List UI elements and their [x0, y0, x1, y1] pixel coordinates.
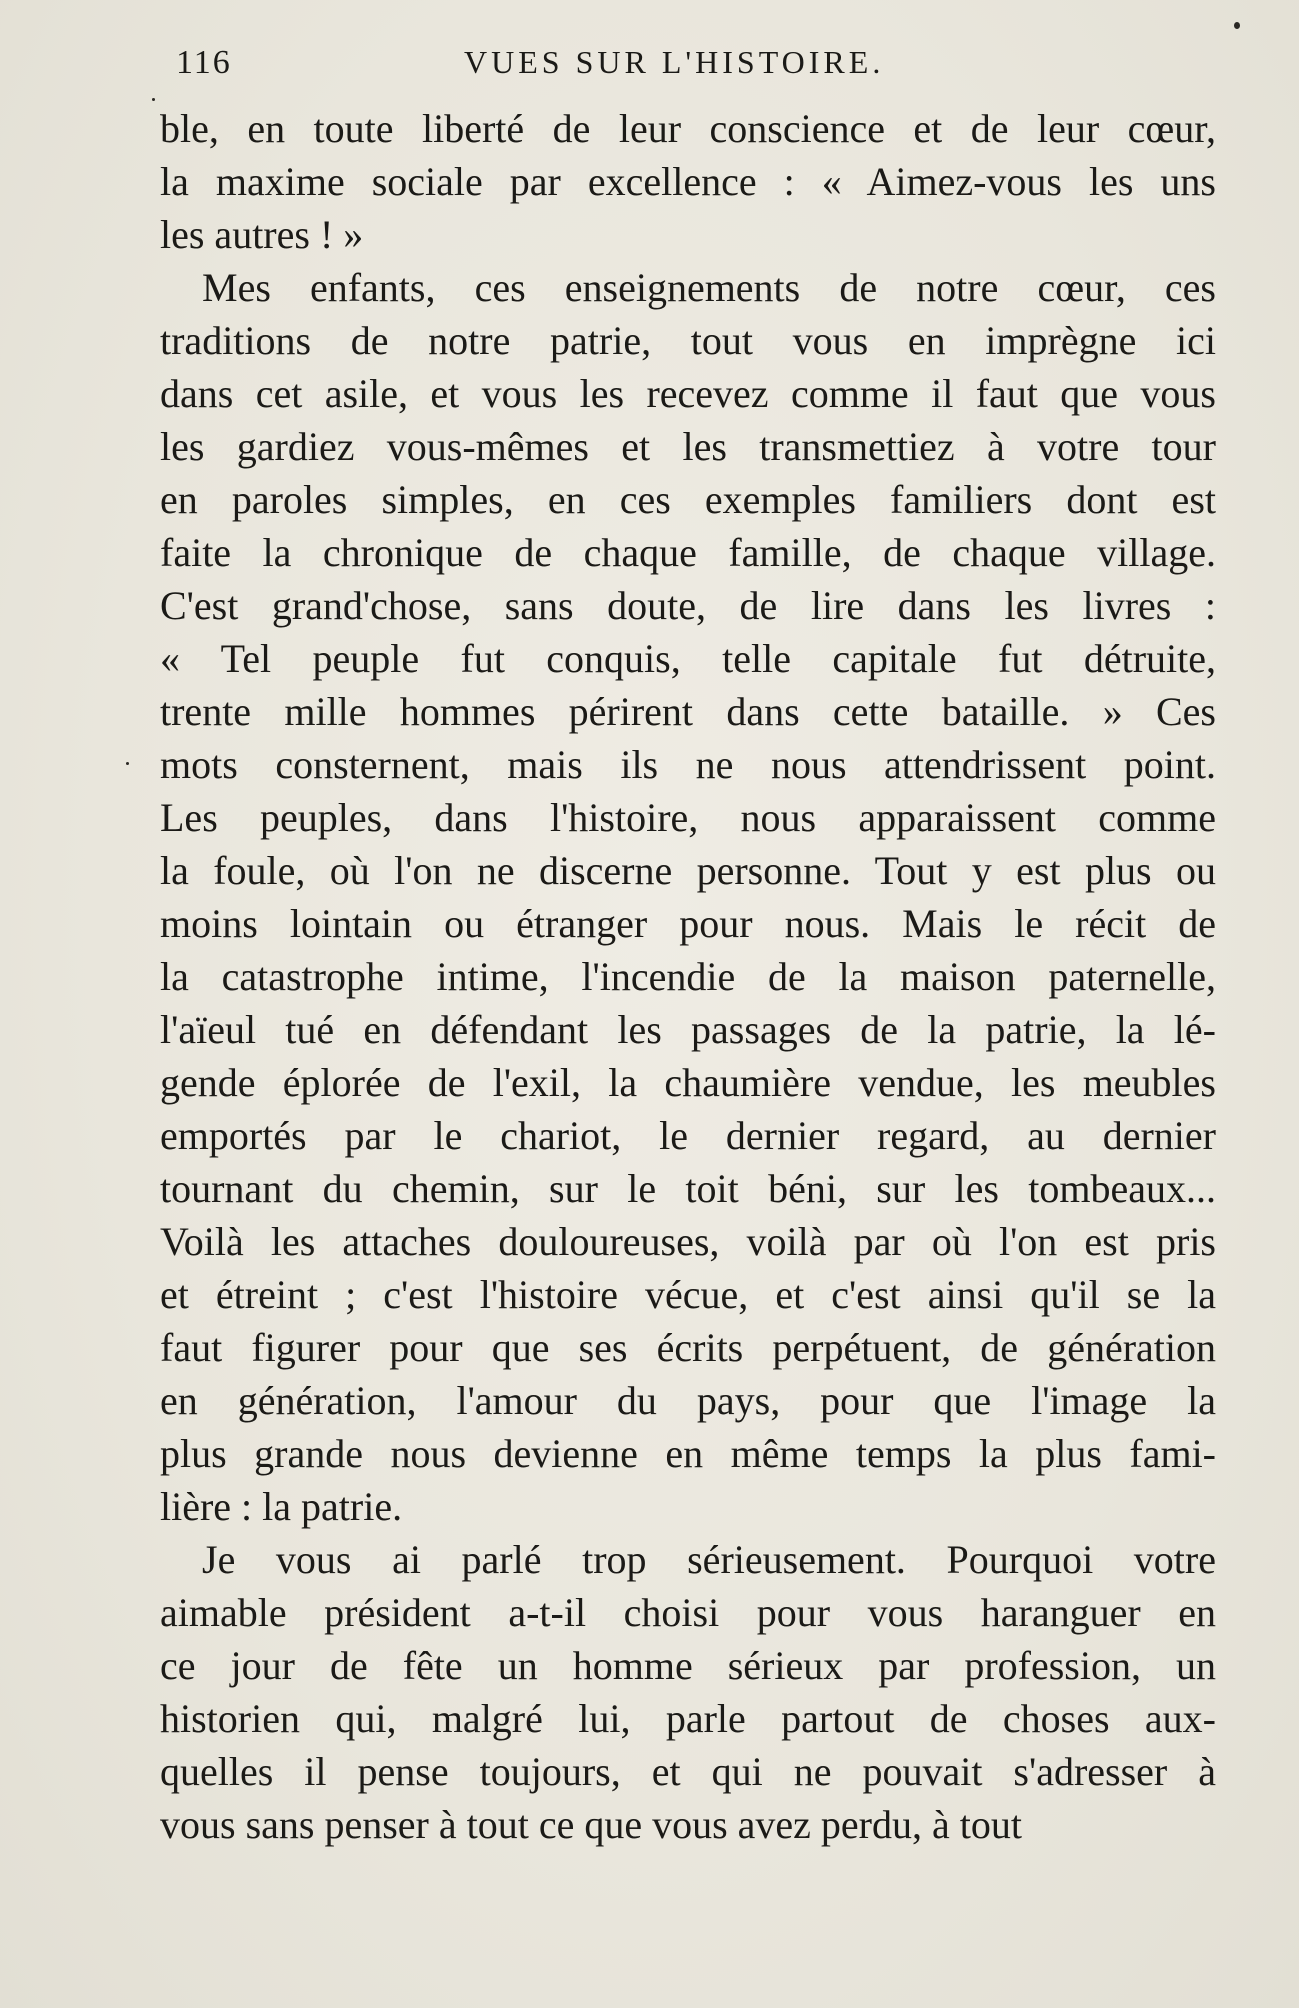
- text-line: en génération, l'amour du pays, pour que l'image la: [160, 1378, 1216, 1423]
- text-line: les gardiez vous-mêmes et les transmettiez à votre tour: [160, 424, 1216, 469]
- text-line: la catastrophe intime, l'incendie de la maison paternelle,: [160, 954, 1216, 999]
- text-line: C'est grand'chose, sans doute, de lire dans les livres :: [160, 583, 1216, 628]
- paragraph: [160, 261, 1216, 1533]
- text-line: la foule, où l'on ne discerne personne. Tout y est plus ou: [160, 848, 1216, 893]
- text-line: vous sans penser à tout ce que vous avez perdu, à tout: [160, 1802, 1022, 1847]
- text-line: plus grande nous devienne en même temps la plus fami-: [160, 1431, 1216, 1476]
- text-line: mots consternent, mais ils ne nous attendrissent point.: [160, 742, 1216, 787]
- text-line: Les peuples, dans l'histoire, nous apparaissent comme: [160, 795, 1216, 840]
- text-line: Mes enfants, ces enseignements de notre cœur, ces: [202, 265, 1216, 310]
- text-line: faut figurer pour que ses écrits perpétuent, de génération: [160, 1325, 1216, 1370]
- running-title: VUES SUR L'HISTOIRE.: [464, 44, 885, 80]
- text-line: aimable président a-t-il choisi pour vous haranguer en: [160, 1590, 1216, 1635]
- paragraph: [160, 102, 1216, 261]
- text-line: la maxime sociale par excellence : « Aimez-vous les uns: [160, 159, 1216, 204]
- text-line: faite la chronique de chaque famille, de chaque village.: [160, 530, 1216, 575]
- text-line: ce jour de fête un homme sérieux par profession, un: [160, 1643, 1216, 1688]
- text-line: quelles il pense toujours, et qui ne pouvait s'adresser à: [160, 1749, 1216, 1794]
- text-line: emportés par le chariot, le dernier regard, au dernier: [160, 1113, 1216, 1158]
- paragraph: [160, 1533, 1216, 1851]
- text-line: Voilà les attaches douloureuses, voilà par où l'on est pris: [160, 1219, 1216, 1264]
- text-line: en paroles simples, en ces exemples familiers dont est: [160, 477, 1216, 522]
- ink-speck: [1234, 22, 1240, 29]
- running-head: [168, 44, 1213, 84]
- text-line: lière : la patrie.: [160, 1484, 403, 1529]
- text-line: ble, en toute liberté de leur conscience et de leur cœur,: [160, 106, 1216, 151]
- text-line: moins lointain ou étranger pour nous. Mais le récit de: [160, 901, 1216, 946]
- text-line: Je vous ai parlé trop sérieusement. Pourquoi votre: [202, 1537, 1216, 1582]
- text-line: gende éplorée de l'exil, la chaumière vendue, les meubles: [160, 1060, 1216, 1105]
- text-line: tournant du chemin, sur le toit béni, sur les tombeaux...: [160, 1166, 1216, 1211]
- ink-speck: [152, 98, 155, 101]
- text-line: traditions de notre patrie, tout vous en imprègne ici: [160, 318, 1216, 363]
- page-number: 116: [176, 44, 232, 81]
- text-line: l'aïeul tué en défendant les passages de la patrie, la lé-: [160, 1007, 1216, 1052]
- text-line: dans cet asile, et vous les recevez comme il faut que vous: [160, 371, 1216, 416]
- text-line: historien qui, malgré lui, parle partout de choses aux-: [160, 1696, 1216, 1741]
- ink-speck: [126, 762, 129, 765]
- body-text: [160, 102, 1216, 1851]
- text-line: et étreint ; c'est l'histoire vécue, et c'est ainsi qu'il se la: [160, 1272, 1216, 1317]
- text-line: « Tel peuple fut conquis, telle capitale fut détruite,: [160, 636, 1216, 681]
- text-line: les autres ! »: [160, 212, 364, 257]
- text-line: trente mille hommes périrent dans cette bataille. » Ces: [160, 689, 1216, 734]
